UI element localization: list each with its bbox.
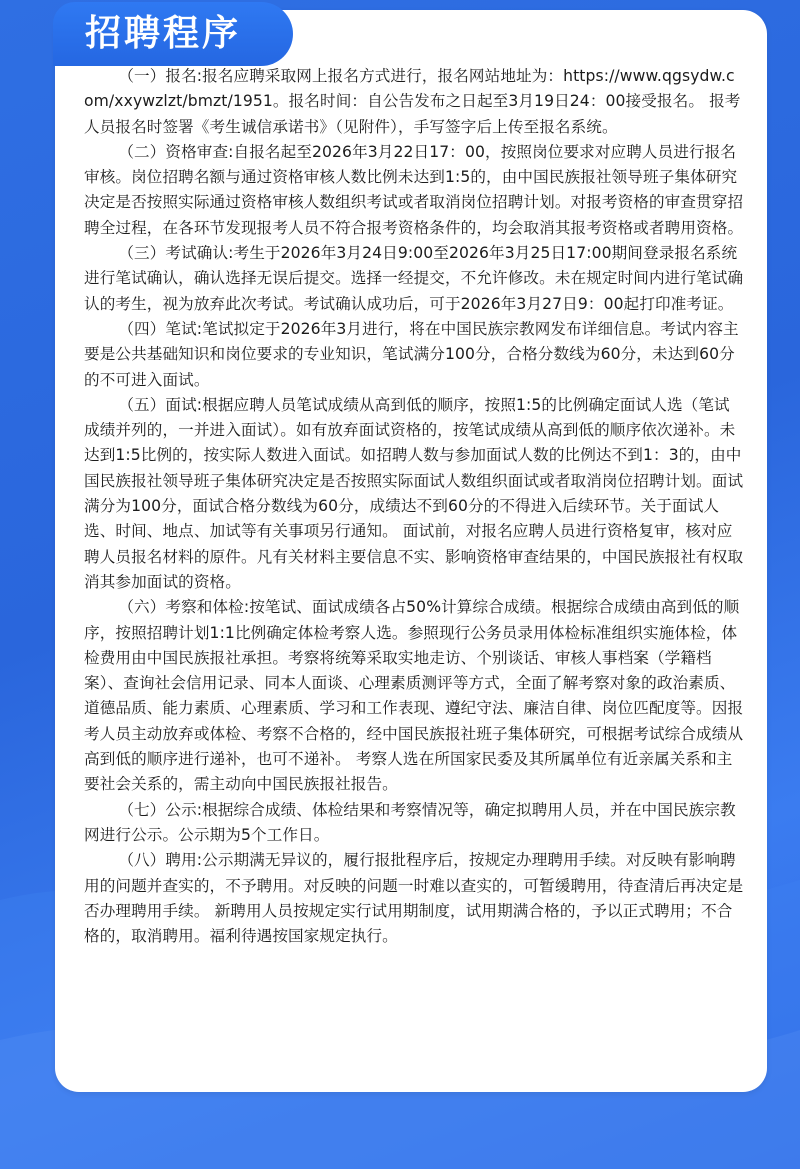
paragraph-exam-confirmation: （三）考试确认:考生于2026年3月24日9:00至2026年3月25日17:00期间登录报名系统进行笔试确认，确认选择无误后提交。选择一经提交，不允许修改。未在规定时间内进行笔试确认的考生，视为放弃此次考试。考试确认成功后，可于2026年3月27日9：00起打印准考证。 [84,244,744,313]
section-title: 招聘程序 [53,2,293,66]
paragraph-employment: （八）聘用:公示期满无异议的，履行报批程序后，按规定办理聘用手续。对反映有影响聘用的问题并查实的，不予聘用。对反映的问题一时难以查实的，可暂缓聘用，待查清后再决定是否办理聘用手续。 新聘用人员按规定实行试用期制度，试用期满合格的，予以正式聘用；不合格的，取消聘用。福利待遇按国家规定执行。 [84,851,744,946]
paragraph-qualification-review: （二）资格审查:自报名起至2026年3月22日17：00，按照岗位要求对应聘人员进行报名审核。岗位招聘名额与通过资格审核人数比例未达到1:5的，由中国民族报社领导班子集体研究决定是否按照实际通过资格审核人数组织考试或者取消岗位招聘计划。对报考资格的审查贯穿招聘全过程，在各环节发现报考人员不符合报考资格条件的，均会取消其报考资格或者聘用资格。 [84,142,744,237]
paragraph-registration: （一）报名:报名应聘采取网上报名方式进行，报名网站地址为：https://www.qgsydw.com/xxywzlzt/bmzt/1951。报名时间：自公告发布之日起至3月19日24：00接受报名。 报考人员报名时签署《考生诚信承诺书》（见附件），手写签字后上传至报名系统。 [84,67,741,136]
paragraph-written-exam: （四）笔试:笔试拟定于2026年3月进行，将在中国民族宗教网发布详细信息。考试内容主要是公共基础知识和岗位要求的专业知识，笔试满分100分，合格分数线为60分，未达到60分的不可进入面试。 [84,319,739,389]
recruitment-procedure-text [84,64,744,949]
paragraph-publicity: （七）公示:根据综合成绩、体检结果和考察情况等，确定拟聘用人员，并在中国民族宗教网进行公示。公示期为5个工作日。 [84,800,736,844]
paragraph-interview: （五）面试:根据应聘人员笔试成绩从高到低的顺序，按照1:5的比例确定面试人选（笔试成绩并列的，一并进入面试）。如有放弃面试资格的，按笔试成绩从高到低的顺序依次递补。未达到1:5比例的，按实际人数进入面试。如招聘人数与参加面试人数的比例达不到1：3的，由中国民族报社领导班子集体研究决定是否按照实际面试人数组织面试或者取消岗位招聘计划。面试满分为100分，面试合格分数线为60分，成绩达不到60分的不得进入后续环节。关于面试人选、时间、地点、加试等有关事项另行通知。 面试前，对报名应聘人员进行资格复审，核对应聘人员报名材料的原件。凡有关材料主要信息不实、影响资格审查结果的，中国民族报社有权取消其参加面试的资格。 [84,395,744,591]
paragraph-inspection-medical: （六）考察和体检:按笔试、面试成绩各占50%计算综合成绩。根据综合成绩由高到低的顺序，按照招聘计划1:1比例确定体检考察人选。参照现行公务员录用体检标准组织实施体检，体检费用由中国民族报社承担。考察将统筹采取实地走访、个别谈话、审核人事档案（学籍档案）、查询社会信用记录、同本人面谈、心理素质测评等方式，全面了解考察对象的政治素质、道德品质、能力素质、心理素质、学习和工作表现、遵纪守法、廉洁自律、岗位匹配度等。因报考人员主动放弃或体检、考察不合格的，经中国民族报社班子集体研究，可根据考试综合成绩从高到低的顺序进行递补，也可不递补。 考察人选在所国家民委及其所属单位有近亲属关系和主要社会关系的，需主动向中国民族报社报告。 [84,598,744,794]
